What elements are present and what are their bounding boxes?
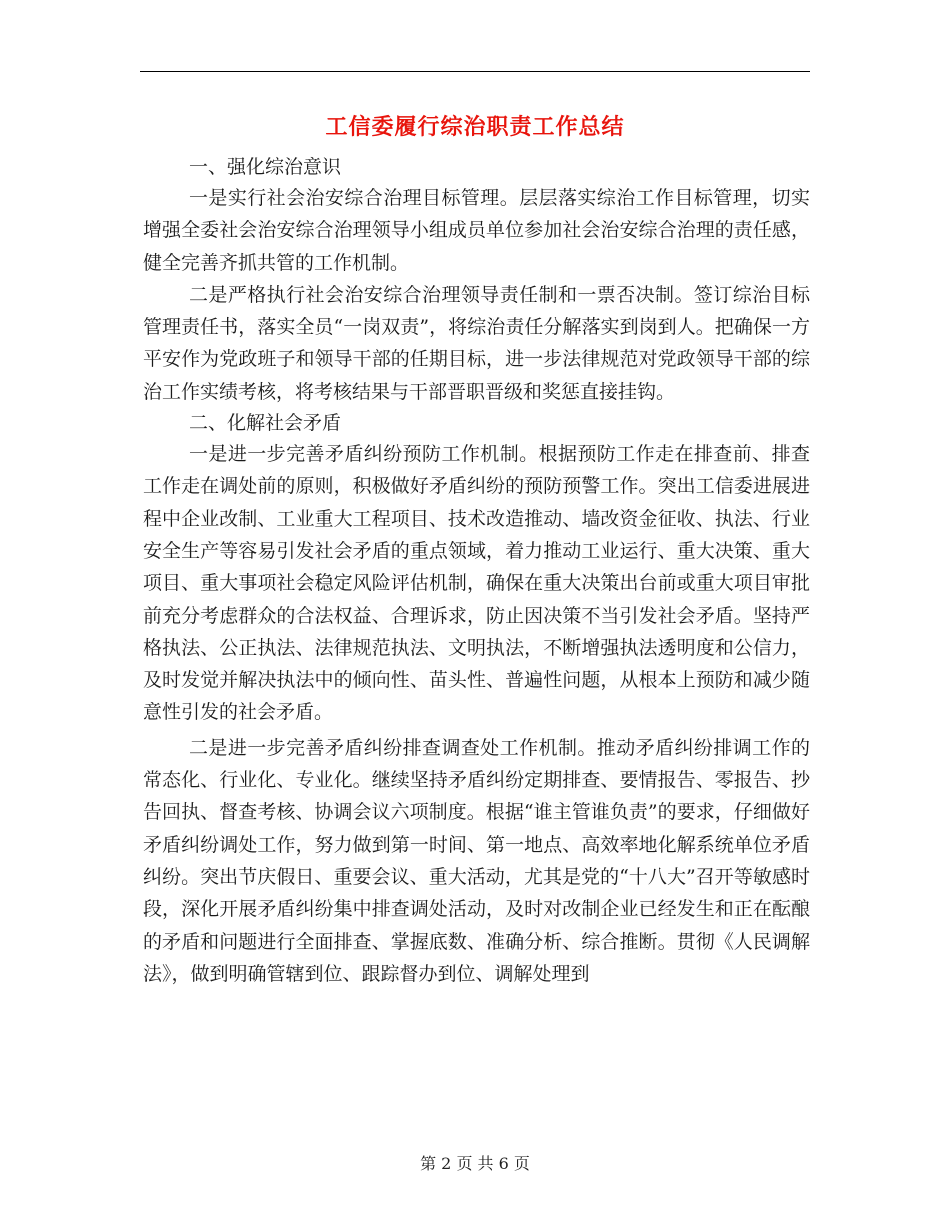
section-heading: 二、化解社会矛盾 (189, 412, 342, 435)
document-title: 工信委履行综治职责工作总结 (325, 114, 625, 140)
document-body (143, 152, 810, 990)
section-heading: 一、强化综治意识 (189, 156, 342, 178)
paragraph: 一是进一步完善矛盾纠纷预防工作机制。根据预防工作走在排查前、排查工作走在调处前的原则，积极做好矛盾纠纷的预防预警工作。突出工信委进展进程中企业改制、工业重大工程项目、技术改造推动、墙改资金征收、执法、行业安全生产等容易引发社会矛盾的重点领域，着力推动工业运行、重大决策、重大项目、重大事项社会稳定风险评估机制，确保在重大决策出台前或重大项目审批前充分考虑群众的合法权益、合理诉求，防止因决策不当引发社会矛盾。坚持严格执法、公正执法、法律规范执法、文明执法，不断增强执法透明度和公信力，及时发觉并解决执法中的倾向性、苗头性、普遍性问题，从根本上预防和减少随意性引发的社会矛盾。 (143, 443, 810, 724)
paragraph: 一是实行社会治安综合治理目标管理。层层落实综治工作目标管理，切实增强全委社会治安综合治理领导小组成员单位参加社会治安综合治理的责任感，健全完善齐抓共管的工作机制。 (143, 187, 810, 274)
header-rule (140, 71, 810, 72)
page-footer: 第 2 页 共 6 页 (420, 1154, 530, 1173)
paragraph: 二是严格执行社会治安综合治理领导责任制和一票否决制。签订综治目标管理责任书，落实全员“一岗双责”，将综治责任分解落实到岗到人。把确保一方平安作为党政班子和领导干部的任期目标，进一步法律规范对党政领导干部的综治工作实绩考核，将考核结果与干部晋职晋级和奖惩直接挂钩。 (143, 283, 810, 403)
paragraph: 二是进一步完善矛盾纠纷排查调查处工作机制。推动矛盾纠纷排调工作的常态化、行业化、专业化。继续坚持矛盾纠纷定期排查、要情报告、零报告、抄告回执、督查考核、协调会议六项制度。根据“谁主管谁负责”的要求，仔细做好矛盾纠纷调处工作，努力做到第一时间、第一地点、高效率地化解系统单位矛盾纠纷。突出节庆假日、重要会议、重大活动，尤其是党的“十八大”召开等敏感时段，深化开展矛盾纠纷集中排查调处活动，及时对改制企业已经发生和正在酝酿的矛盾和问题进行全面排查、掌握底数、准确分析、综合推断。贯彻《人民调解法》，做到明确管辖到位、跟踪督办到位、调解处理到 (143, 736, 810, 985)
